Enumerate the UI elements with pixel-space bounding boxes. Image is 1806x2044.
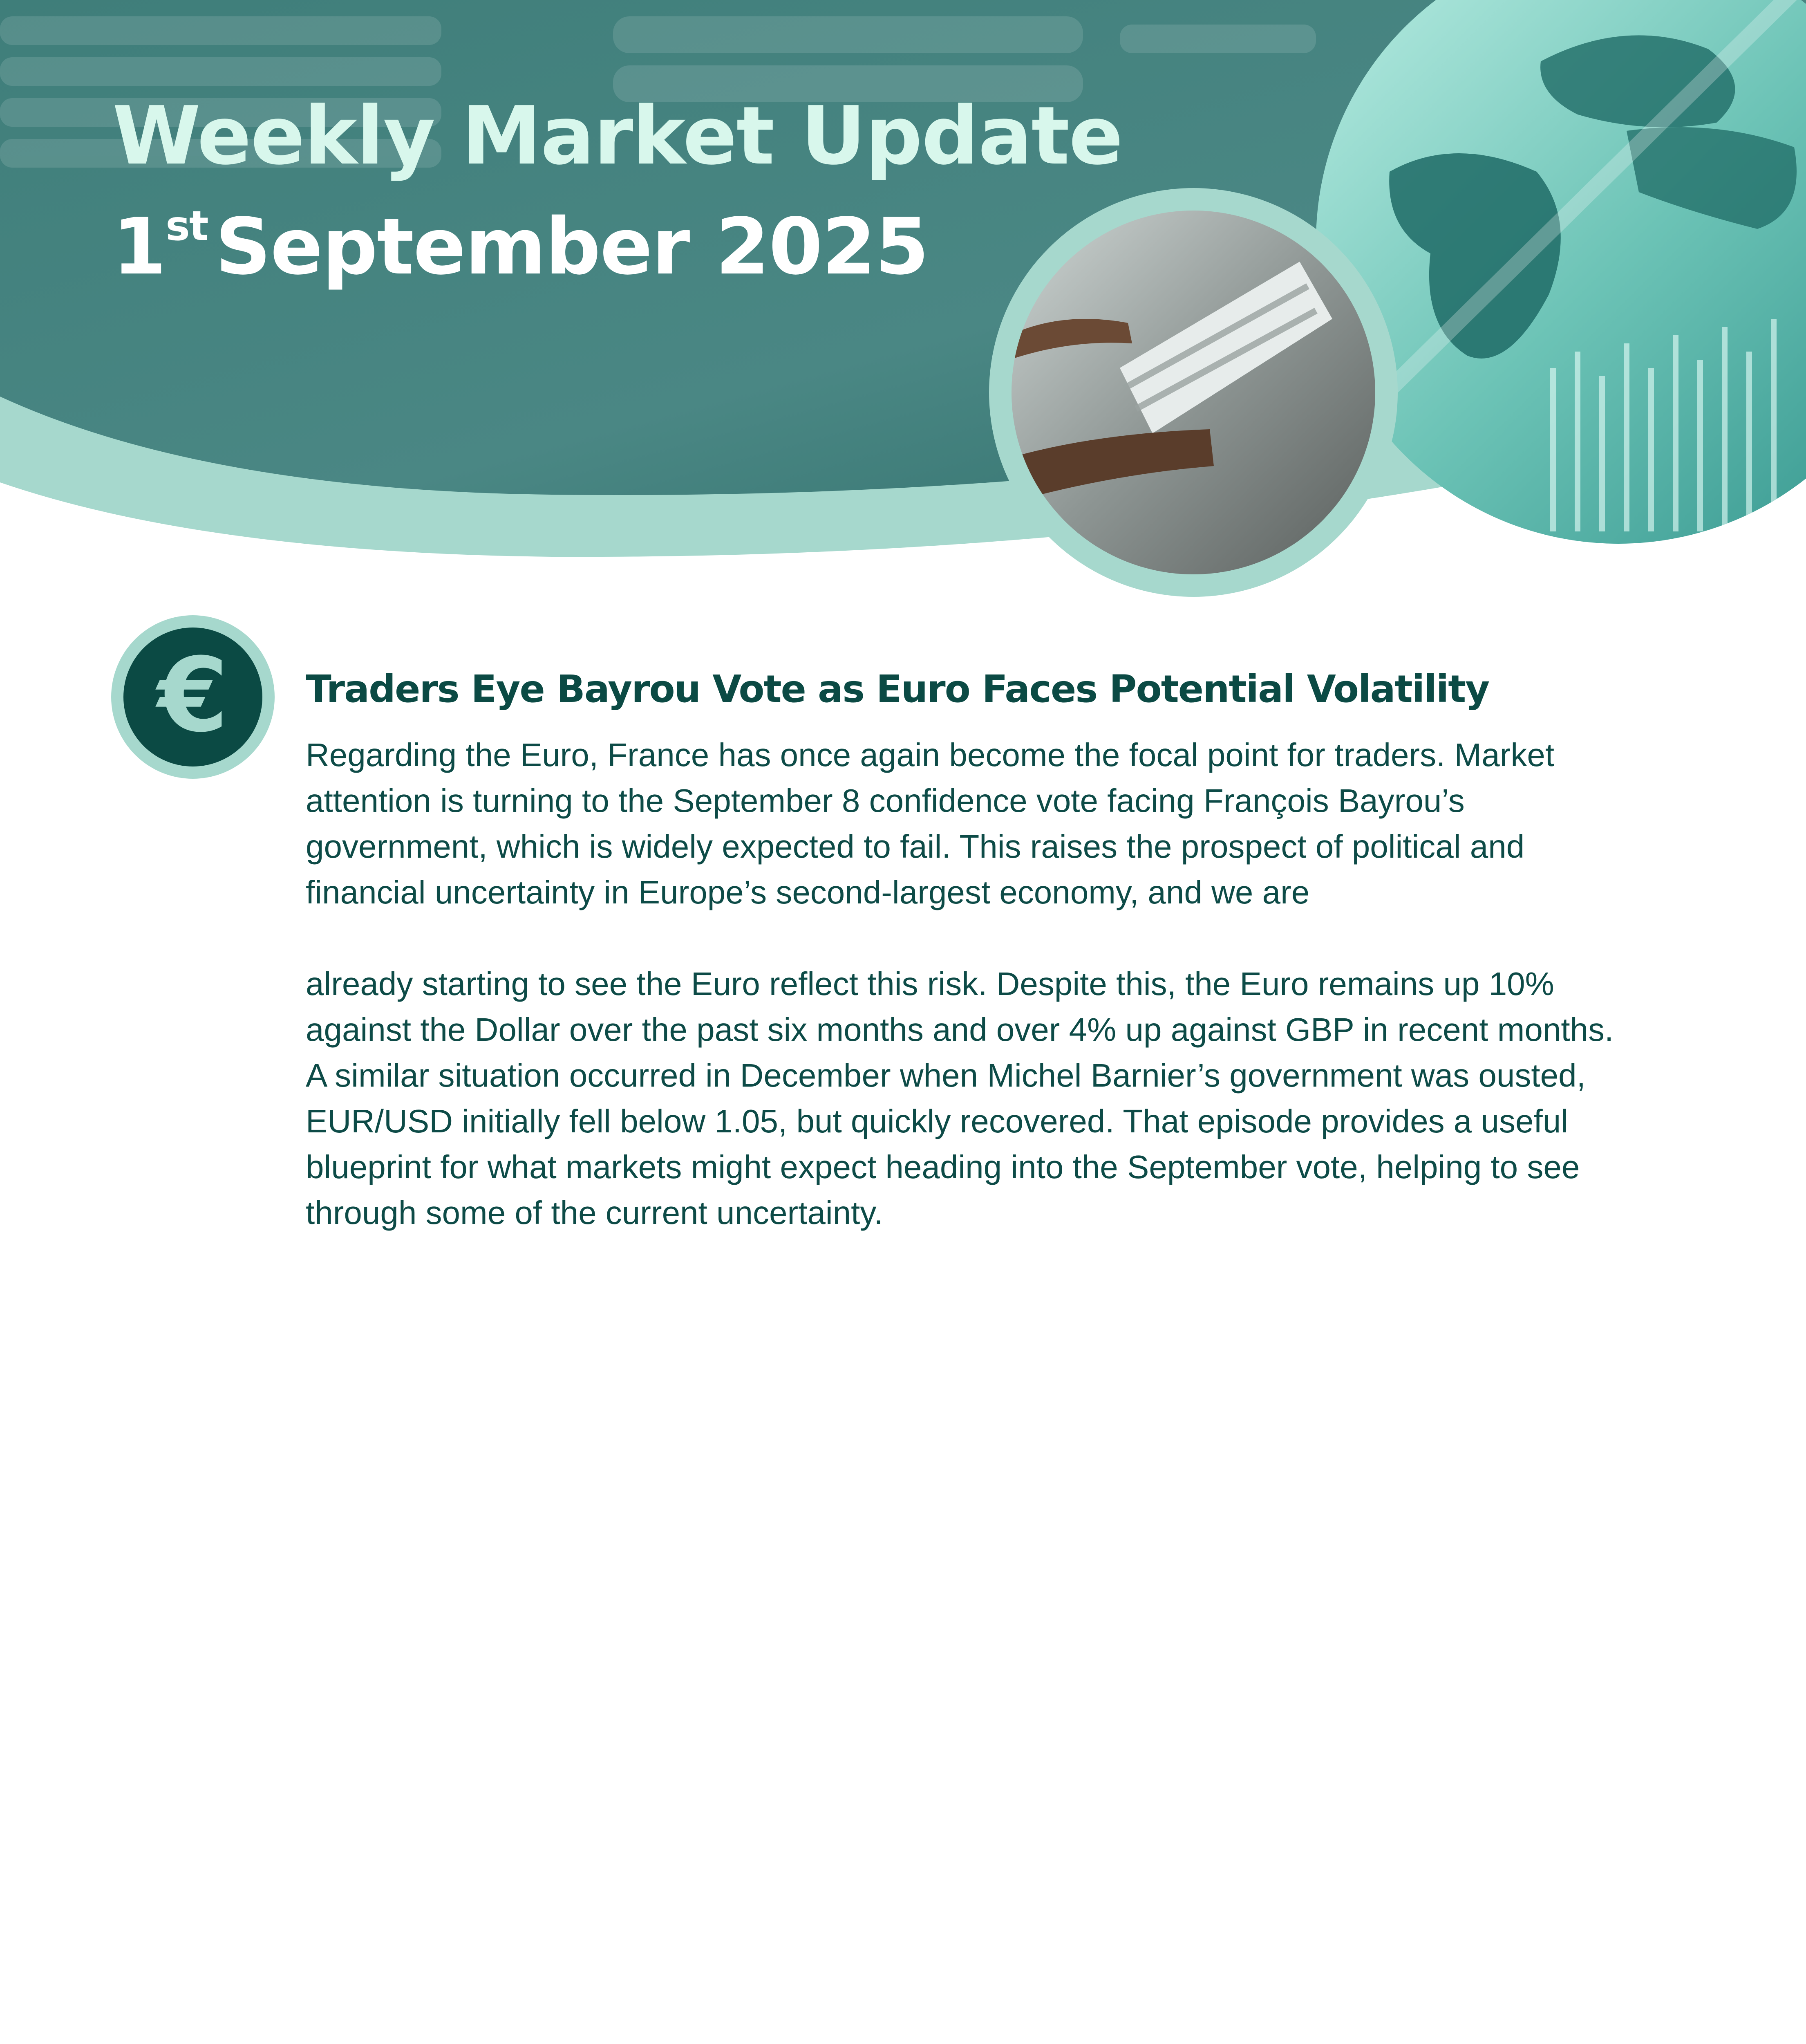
- article-paragraph: Regarding the Euro, France has once again become the focal point for traders. Market attention is turning to the September 8 confidence vote facing François Bayrou’s government, which is widely expected to fail. This raises the prospect of political and financial uncertainty in Europe’s second-largest economy, and we are: [306, 737, 1555, 910]
- article-paragraph: already starting to see the Euro reflect this risk. Despite this, the Euro remains up 10% against the Dollar over the past six months and over 4% up against GBP in recent months. A similar situation occurred in December when Michel Barnier’s government was ousted, EUR/USD initially fell below 1.05, but quickly recovered. That episode provides a useful blueprint for what markets might expect heading into the September vote, helping to see through some of the current uncertainty.: [306, 966, 1614, 1231]
- article: [306, 667, 1634, 1236]
- date-day: 1: [112, 202, 166, 292]
- euro-icon: €: [157, 636, 228, 755]
- date-rest: September 2025: [215, 202, 929, 292]
- euro-badge-inner: [123, 628, 262, 766]
- page-date: [112, 202, 1122, 292]
- date-suffix: st: [166, 202, 208, 250]
- euro-badge: [111, 615, 275, 779]
- page-title: Weekly Market Update: [112, 90, 1123, 183]
- header-title-block: [112, 90, 1123, 292]
- article-headline: Traders Eye Bayrou Vote as Euro Faces Potential Volatility: [306, 667, 1489, 711]
